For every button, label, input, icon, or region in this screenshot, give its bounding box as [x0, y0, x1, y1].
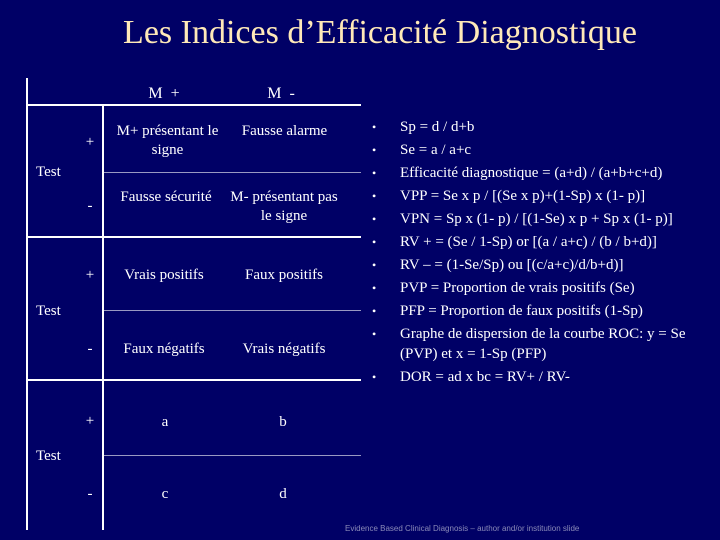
bullet-icon: •: [372, 212, 377, 226]
list-item: • Efficacité diagnostique = (a+d) / (a+b+c+d): [370, 162, 715, 185]
sign-minus-1: -: [87, 198, 93, 214]
formula-list: [370, 116, 715, 389]
cell-false-security: Fausse sécurité: [120, 189, 212, 205]
bullet-icon: •: [372, 304, 377, 318]
vertical-divider: [26, 78, 28, 530]
row-divider-2: [104, 310, 361, 311]
table-divider-1: [26, 236, 361, 238]
list-item: • PVP = Proportion de vrais positifs (Se): [370, 277, 715, 300]
cell-vrais-positifs: Vrais positifs: [124, 267, 204, 283]
list-item: • VPP = Se x p / [(Se x p)+(1-Sp) x (1- p)]: [370, 185, 715, 208]
cell-c: c: [161, 486, 169, 502]
cell-false-alarm: Fausse alarme: [241, 123, 328, 139]
sign-plus-3: +: [85, 413, 95, 429]
list-item: • Graphe de dispersion de la courbe ROC: y = Se (PVP) et x = 1-Sp (PFP): [370, 323, 715, 366]
header-underline: [26, 104, 361, 106]
list-item: • RV – = (1-Se/Sp) ou [(c/a+c)/d/b+d)]: [370, 254, 715, 277]
row-divider-3: [104, 455, 361, 456]
bullet-icon: •: [372, 281, 377, 295]
sign-plus-2: +: [85, 267, 95, 283]
test-label-3: Test: [36, 448, 61, 464]
list-item: • RV + = (Se / 1-Sp) or [(a / a+c) / (b / b+d)]: [370, 231, 715, 254]
header-m-minus: M -: [267, 85, 297, 102]
bullet-icon: •: [372, 166, 377, 180]
bullet-icon: •: [372, 143, 377, 157]
cell-true-negative-description: M- présentant pas le signe: [230, 189, 338, 224]
bullet-icon: •: [372, 258, 377, 272]
list-item: • Sp = d / d+b: [370, 116, 715, 139]
list-item: • VPN = Sp x (1- p) / [(1-Se) x p + Sp x (1- p)]: [370, 208, 715, 231]
slide-title: Les Indices d’Efficacité Diagnostique: [123, 14, 637, 51]
row-divider-1: [104, 172, 361, 173]
list-item: • Se = a / a+c: [370, 139, 715, 162]
bullet-icon: •: [372, 235, 377, 249]
cell-d: d: [279, 486, 287, 502]
cell-faux-positifs: Faux positifs: [245, 267, 323, 283]
cell-a: a: [161, 414, 169, 430]
test-label-2: Test: [36, 303, 61, 319]
header-m-plus: M +: [148, 85, 182, 102]
cell-b: b: [279, 414, 287, 430]
list-item: • DOR = ad x bc = RV+ / RV-: [370, 366, 715, 389]
test-label-1: Test: [36, 164, 61, 180]
bullet-icon: •: [372, 327, 377, 341]
bullet-icon: •: [372, 189, 377, 203]
sign-plus-1: +: [85, 134, 95, 150]
sign-minus-2: -: [87, 341, 93, 357]
column-divider: [102, 106, 104, 530]
table-divider-2: [26, 379, 361, 381]
sign-minus-3: -: [87, 486, 93, 502]
footer-credit: Evidence Based Clinical Diagnosis – author and/or institution slide: [345, 524, 580, 533]
bullet-icon: •: [372, 370, 377, 384]
cell-vrais-negatifs: Vrais négatifs: [242, 341, 326, 357]
list-item: • PFP = Proportion de faux positifs (1-Sp): [370, 300, 715, 323]
cell-true-positive-description: M+ présentant le signe: [116, 123, 219, 158]
bullet-icon: •: [372, 120, 377, 134]
cell-faux-negatifs: Faux négatifs: [123, 341, 205, 357]
